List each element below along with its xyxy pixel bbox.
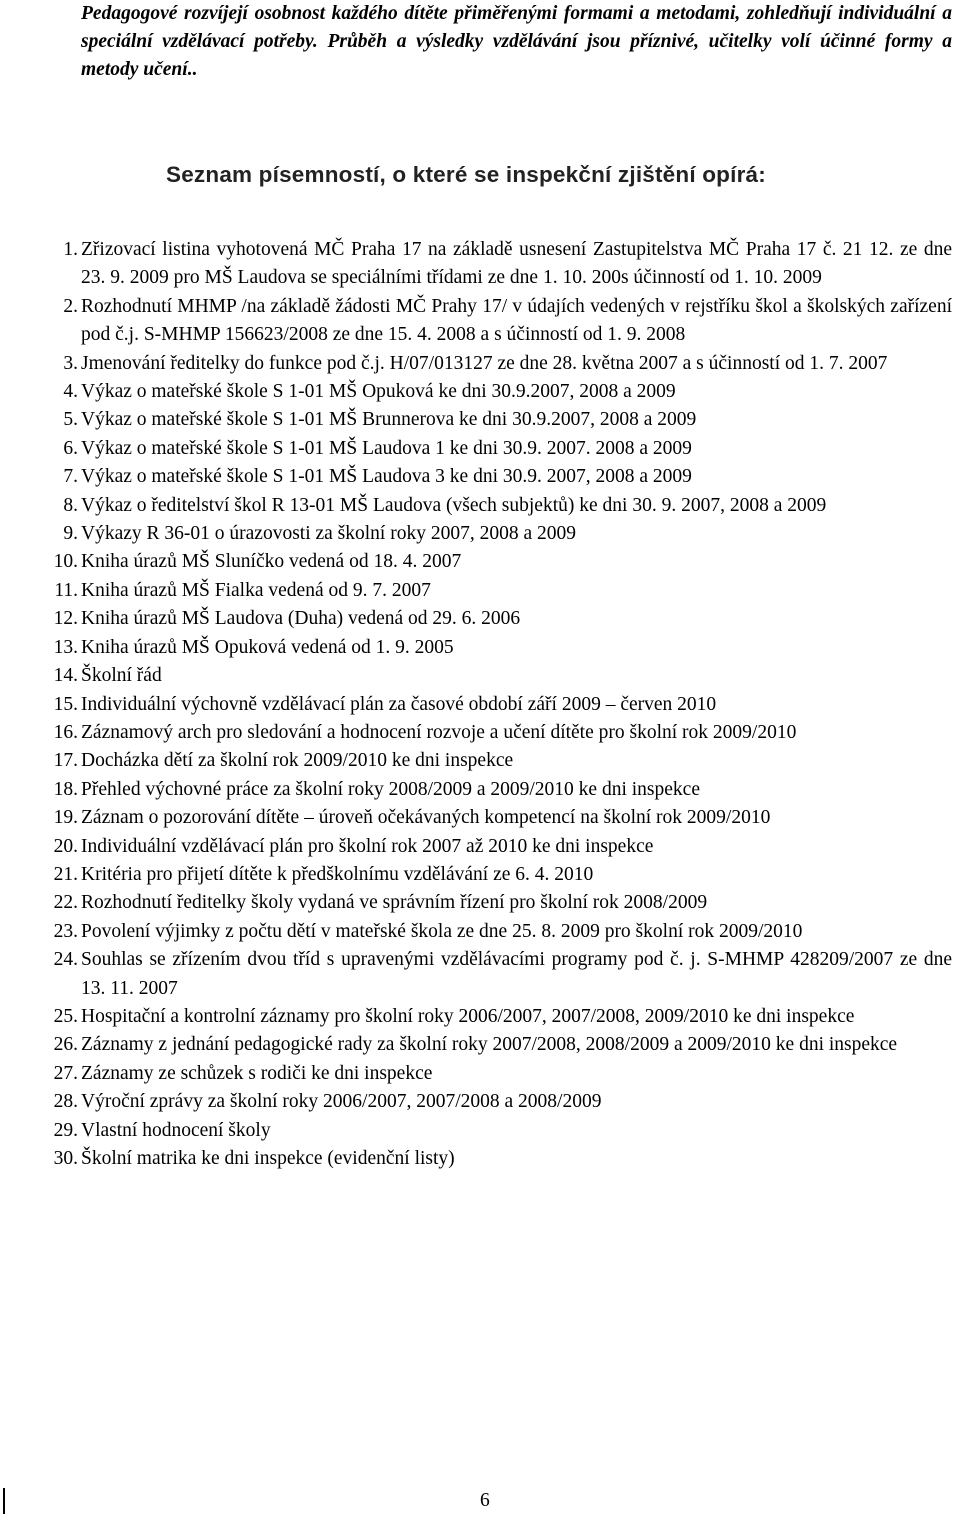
item-text: Záznamový arch pro sledování a hodnocení rozvoje a učení dítěte pro školní rok 2009/2010 <box>81 721 797 743</box>
list-item <box>38 889 952 917</box>
item-number: 11. <box>54 579 78 601</box>
item-number: 18. <box>53 778 78 800</box>
list-item <box>38 378 952 406</box>
list-item <box>38 435 952 463</box>
list-item <box>38 1117 952 1145</box>
list-item <box>38 492 952 520</box>
item-text: Rozhodnutí MHMP /na základě žádosti MČ Prahy 17/ v údajích vedených v rejstříku škol a školských zařízení pod č.j. S-MHMP 156623/2008 ze dne 15. 4. 2008 a s účinností od 1. 9. 2008 <box>81 295 952 346</box>
item-number: 4. <box>63 381 78 403</box>
item-text: Výkaz o mateřské škole S 1-01 MŠ Opuková ke dni 30.9.2007, 2008 a 2009 <box>81 381 676 403</box>
item-text: Rozhodnutí ředitelky školy vydaná ve správním řízení pro školní rok 2008/2009 <box>81 892 708 914</box>
item-text: Záznamy z jednání pedagogické rady za školní roky 2007/2008, 2008/2009 a 2009/2010 ke dni inspekce <box>81 1034 898 1056</box>
item-number: 16. <box>53 721 78 743</box>
item-number: 10. <box>53 551 78 573</box>
item-number: 22. <box>53 892 78 914</box>
list-item <box>38 918 952 946</box>
margin-bar <box>3 1488 5 1514</box>
item-number: 21. <box>53 863 78 885</box>
list-item <box>38 350 952 378</box>
list-item <box>38 747 952 775</box>
item-text: Výkaz o ředitelství škol R 13-01 MŠ Laudova (všech subjektů) ke dni 30. 9. 2007, 2008 a 2009 <box>81 494 827 516</box>
item-text: Školní matrika ke dni inspekce (evidenční listy) <box>81 1148 455 1169</box>
item-number: 5. <box>63 409 78 431</box>
item-text: Vlastní hodnocení školy <box>81 1119 271 1141</box>
item-number: 3. <box>63 352 78 374</box>
item-number: 2. <box>63 295 78 317</box>
list-item <box>38 1060 952 1088</box>
list-item <box>38 946 952 1003</box>
list-item <box>38 236 952 293</box>
item-number: 15. <box>53 693 78 715</box>
list-item <box>38 293 952 350</box>
page-heading: Seznam písemností, o které se inspekční zjištění opírá: <box>166 162 766 187</box>
item-text: Školní řád <box>81 665 162 687</box>
item-text: Zřizovací listina vyhotovená MČ Praha 17 na základě usnesení Zastupitelstva MČ Praha 17 č. 21 12. ze dne 23. 9. 2009 pro MŠ Laudova se speciálními třídami ze dne 1. 10. 200s účinností od 1. 10. 2009 <box>81 239 952 289</box>
page-number: 6 <box>480 1490 490 1511</box>
list-item <box>38 463 952 491</box>
list-item <box>38 634 952 662</box>
list-item <box>38 833 952 861</box>
item-text: Kniha úrazů MŠ Laudova (Duha) vedená od 29. 6. 2006 <box>81 608 521 630</box>
item-number: 30. <box>53 1148 78 1169</box>
item-number: 8. <box>63 494 78 516</box>
item-text: Kniha úrazů MŠ Fialka vedená od 9. 7. 2007 <box>81 579 431 601</box>
list-item <box>38 776 952 804</box>
item-number: 14. <box>53 665 78 687</box>
list-item <box>38 662 952 690</box>
item-text: Kniha úrazů MŠ Sluníčko vedená od 18. 4. 2007 <box>81 551 462 573</box>
list-item <box>38 548 952 576</box>
item-number: 24. <box>53 949 78 971</box>
item-number: 1. <box>63 239 78 260</box>
item-number: 27. <box>53 1062 78 1084</box>
item-number: 20. <box>53 835 78 857</box>
item-text: Hospitační a kontrolní záznamy pro školní roky 2006/2007, 2007/2008, 2009/2010 ke dni inspekce <box>81 1005 855 1027</box>
list-item <box>38 406 952 434</box>
list-item <box>38 520 952 548</box>
item-number: 13. <box>53 636 78 658</box>
list-item <box>38 691 952 719</box>
item-text: Výkaz o mateřské škole S 1-01 MŠ Laudova 1 ke dni 30.9. 2007. 2008 a 2009 <box>81 437 692 459</box>
list-item <box>38 1088 952 1116</box>
document-list <box>38 236 952 1173</box>
list-item <box>38 804 952 832</box>
list-item <box>38 577 952 605</box>
item-text: Jmenování ředitelky do funkce pod č.j. H/07/013127 ze dne 28. května 2007 a s účinností od 1. 7. 2007 <box>81 352 888 374</box>
item-text: Výkazy R 36-01 o úrazovosti za školní roky 2007, 2008 a 2009 <box>81 523 577 545</box>
item-text: Povolení výjimky z počtu dětí v mateřské škola ze dne 25. 8. 2009 pro školní rok 2009/2010 <box>81 920 803 942</box>
item-number: 28. <box>53 1091 78 1113</box>
item-text: Docházka dětí za školní rok 2009/2010 ke dni inspekce <box>81 750 514 772</box>
item-text: Výkaz o mateřské škole S 1-01 MŠ Brunnerova ke dni 30.9.2007, 2008 a 2009 <box>81 409 697 431</box>
list-item <box>38 1003 952 1031</box>
intro-paragraph: Pedagogové rozvíjejí osobnost každého dítěte přiměřenými formami a metodami, zohledňují individuální a speciální vzdělávací potřeby. Průběh a výsledky vzdělávání jsou příznivé, učitelky volí účinné formy a metody učení.. <box>81 3 952 80</box>
item-text: Záznam o pozorování dítěte – úroveň očekávaných kompetencí na školní rok 2009/2010 <box>81 807 771 829</box>
item-text: Souhlas se zřízením dvou tříd s upravenými vzdělávacími programy pod č. j. S-MHMP 428209/2007 ze dne 13. 11. 2007 <box>81 949 952 999</box>
item-number: 26. <box>53 1034 78 1056</box>
item-number: 6. <box>63 437 78 459</box>
item-text: Individuální výchovně vzdělávací plán za časové období září 2009 – červen 2010 <box>81 693 717 715</box>
list-item <box>38 1031 952 1059</box>
item-number: 25. <box>53 1005 78 1027</box>
item-number: 17. <box>53 750 78 772</box>
item-text: Kniha úrazů MŠ Opuková vedená od 1. 9. 2005 <box>81 636 454 658</box>
list-item <box>38 1145 952 1173</box>
list-item <box>38 605 952 633</box>
item-text: Výroční zprávy za školní roky 2006/2007, 2007/2008 a 2008/2009 <box>81 1091 602 1113</box>
item-number: 7. <box>63 466 78 488</box>
item-number: 23. <box>53 920 78 942</box>
item-text: Přehled výchovné práce za školní roky 2008/2009 a 2009/2010 ke dni inspekce <box>81 778 700 800</box>
item-text: Výkaz o mateřské škole S 1-01 MŠ Laudova 3 ke dni 30.9. 2007, 2008 a 2009 <box>81 466 692 488</box>
item-number: 12. <box>53 608 78 630</box>
item-text: Záznamy ze schůzek s rodiči ke dni inspekce <box>81 1062 433 1084</box>
item-number: 29. <box>53 1119 78 1141</box>
list-item <box>38 861 952 889</box>
item-number: 19. <box>53 807 78 829</box>
item-text: Individuální vzdělávací plán pro školní rok 2007 až 2010 ke dni inspekce <box>81 835 654 857</box>
list-item <box>38 719 952 747</box>
item-number: 9. <box>63 523 78 545</box>
item-text: Kritéria pro přijetí dítěte k předškolnímu vzdělávání ze 6. 4. 2010 <box>81 863 594 885</box>
